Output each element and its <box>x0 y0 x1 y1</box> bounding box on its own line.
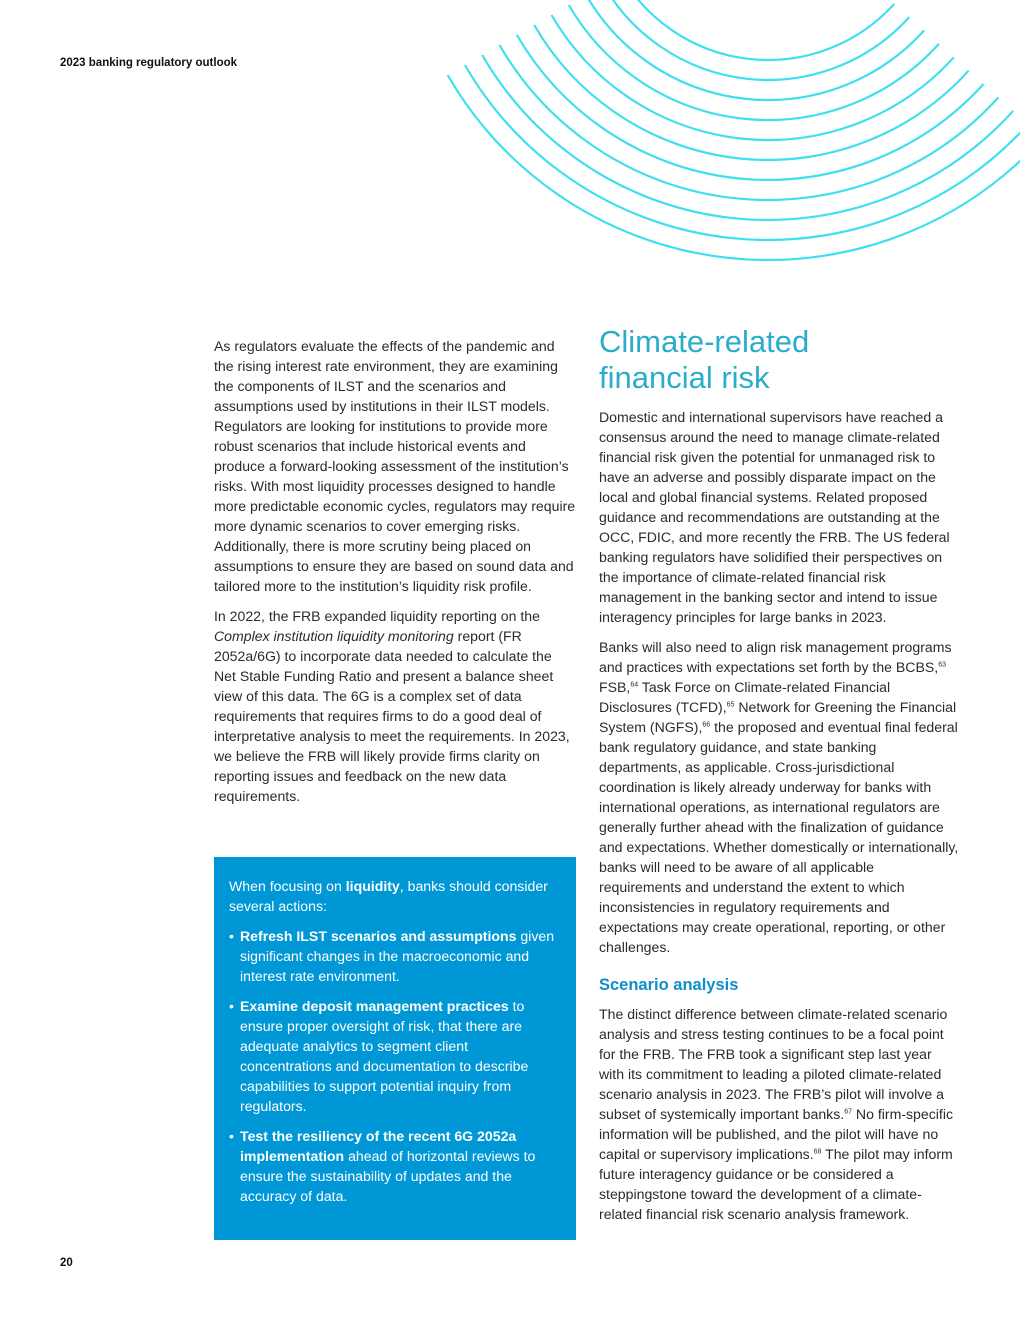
scenario-paragraph: The distinct difference between climate-related scenario analysis and stress testing continues to be a focal point for the FRB. The FRB took a significant step last year with its commitment to leading a piloted climate-related scenario analysis in 2023. The FRB’s pilot will involve a subset of systemically important banks.$^{67}$ No firm-specific information will be published, and the pilot will have no capital or supervisory implications.$^{68}$ The pilot may inform future interagency guidance or be considered a steppingstone toward the development of a climate-related financial risk scenario analysis framework. <box>599 1006 954 1222</box>
bullet-icon: • <box>229 928 234 944</box>
list-item: • Test the resiliency of the recent 6G 2052a implementation ahead of horizontal reviews to ensure the sustainability of updates and the accuracy of data. <box>229 1128 536 1204</box>
climate-paragraph-2: Banks will also need to align risk management programs and practices with expectations set forth by the BCBS,$^{63}$ FSB,$^{64}$ Task Force on Climate-related Financial Disclosures (TCFD),$^{65}$ Network for Greening the Financial System (NGFS),$^{66}$ the proposed and eventual final federal bank regulatory guidance, and state banking departments, as applicable. Cross-jurisdictional coordination is likely already underway for banks with international operations, as international regulators are generally further ahead with the finalization of guidance and expectations. Whether domestically or internationally, banks will need to be aware of all applicable requirements and understand the extent to which inconsistencies in regulatory requirements and expectations may create operational, reporting, or other challenges. <box>599 639 959 955</box>
arc-line <box>621 0 895 60</box>
arc-line <box>465 65 1020 240</box>
footnote-ref: 63 <box>938 661 947 669</box>
bullet-icon: • <box>229 1128 234 1144</box>
page-number: 20 <box>60 1257 73 1269</box>
liquidity-paragraph-1: As regulators evaluate the effects of the pandemic and the rising interest rate environment, they are examining the components of ILST and the scenarios and assumptions used by institutions in their ILST models. Regulators are looking for institutions to provide more robust scenarios that include historical events and produce a forward-looking assessment of the institution’s risks. With most liquidity processes designed to handle more predictable economic cycles, regulators may require more dynamic scenarios to cover emerging risks. Additionally, there is more scrutiny being placed on assumptions to ensure they are based on sound data and tailored more to the institution’s liquidity risk profile. <box>214 338 576 594</box>
right-column <box>599 324 959 1234</box>
liquidity-paragraph-2: In 2022, the FRB expanded liquidity reporting on the Complex institution liquidity monitoring report (FR 2052a/6G) to incorporate data needed to calculate the Net Stable Funding Ratio and present a balance sheet view of this data. The 6G is a complex set of data requirements that requires firms to do a good deal of interpretative analysis to meet the requirements. In 2023, we believe the FRB will likely provide firms clarity on reporting issues and feedback on the new data requirements. <box>214 608 570 804</box>
decorative-arcs <box>0 0 1020 300</box>
footnote-ref: 68 <box>813 1148 822 1156</box>
running-header: 2023 banking regulatory outlook <box>60 57 238 69</box>
arc-line <box>569 5 939 120</box>
footnote-ref: 64 <box>630 681 639 689</box>
footnote-ref: 66 <box>702 721 711 729</box>
bullet-icon: • <box>229 998 234 1014</box>
left-column <box>214 336 576 816</box>
arc-line <box>586 0 924 100</box>
list-item: • Refresh ILST scenarios and assumptions given significant changes in the macroeconomic and interest rate environment. <box>229 928 555 984</box>
climate-paragraph-1: Domestic and international supervisors have reached a consensus around the need to manage climate-related financial risk given the potential for unmanaged risk to have an adverse and possibly disparate impact on the local and global financial systems. Related proposed guidance and recommendations are outstanding at the OCC, FDIC, and more recently the FRB. The US federal banking regulators have solidified their perspectives on the importance of climate-related financial risk management in the banking sector and intend to issue interagency principles for large banks in 2023. <box>599 409 950 625</box>
report-title: Complex institution liquidity monitoring <box>214 628 454 644</box>
callout-intro: When focusing on liquidity, banks should consider several actions: <box>229 878 548 914</box>
list-item: • Examine deposit management practices to ensure proper oversight of risk, that there are adequate analytics to segment client concentrations and documentation to describe capabilities to support potential inquiry from regulators. <box>229 998 529 1114</box>
footnote-ref: 67 <box>844 1108 852 1116</box>
footnote-ref: 65 <box>726 701 735 709</box>
arc-line <box>517 35 984 180</box>
liquidity-callout-box <box>214 857 576 1240</box>
subsection-title: Scenario analysis <box>599 976 739 994</box>
callout-action-list <box>229 926 560 1206</box>
section-title: Climate-related financial risk <box>599 324 810 395</box>
arc-line <box>500 45 999 200</box>
